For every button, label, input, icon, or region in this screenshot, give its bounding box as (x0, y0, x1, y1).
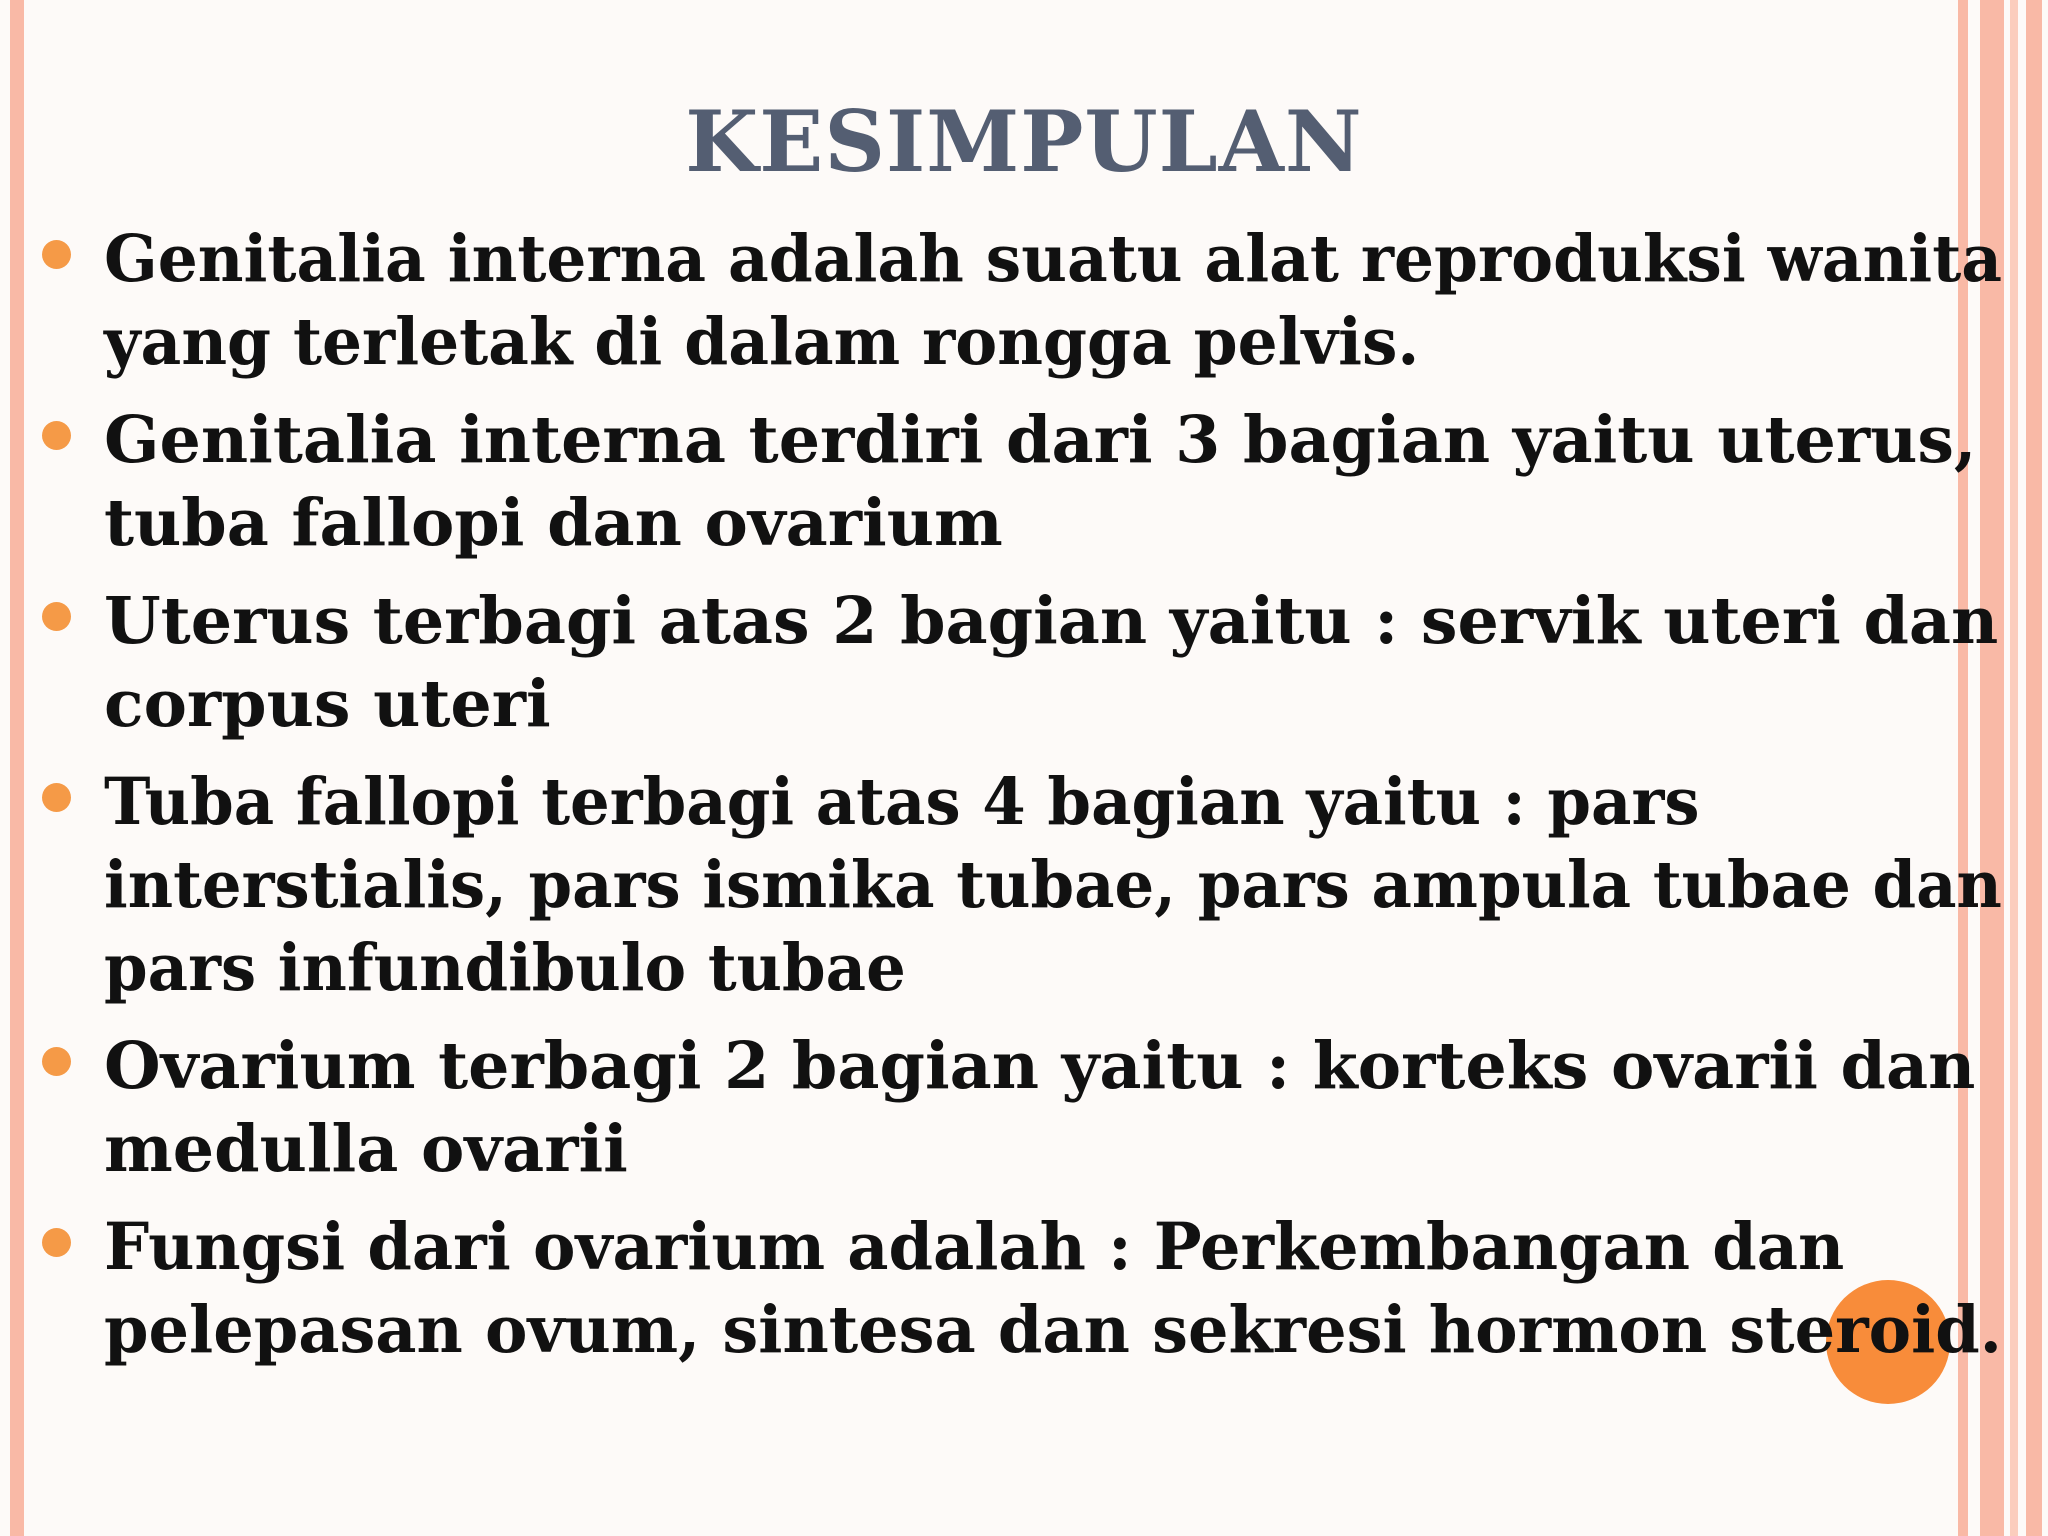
bullet-text (104, 399, 1977, 565)
bullet-dot-icon (42, 1228, 71, 1257)
bullet-dot-icon (42, 240, 71, 269)
bullet-line: corpus uteri (104, 666, 551, 742)
bullet-dot-icon (42, 783, 71, 812)
bullet-list (42, 218, 2002, 1387)
bullet-line: yang terletak di dalam rongga pelvis. (104, 304, 1420, 380)
bullet-line: pelepasan ovum, sintesa dan sekresi hormon steroid. (104, 1292, 2002, 1368)
bullet-item (42, 1206, 2002, 1372)
bullet-item (42, 761, 2002, 1010)
bullet-dot-icon (42, 1047, 71, 1076)
bullet-dot-icon (42, 602, 71, 631)
bullet-text (104, 580, 1998, 746)
bullet-text (104, 1025, 1975, 1191)
bullet-text (104, 218, 2002, 384)
bullet-item (42, 1025, 2002, 1191)
bullet-line: Ovarium terbagi 2 bagian yaitu : korteks ovarii dan (104, 1028, 1976, 1104)
bullet-line: Fungsi dari ovarium adalah : Perkembangan dan (104, 1209, 1845, 1285)
slide-title: KESIMPULAN (685, 92, 1363, 191)
bullet-line: Genitalia interna terdiri dari 3 bagian yaitu uterus, (104, 402, 1977, 478)
bullet-line: interstialis, pars ismika tubae, pars ampula tubae dan (104, 847, 2002, 923)
bullet-item (42, 399, 2002, 565)
bullet-line: Genitalia interna adalah suatu alat reproduksi wanita (104, 221, 2003, 297)
bullet-line: pars infundibulo tubae (104, 930, 906, 1006)
bullet-item (42, 218, 2002, 384)
bullet-line: medulla ovarii (104, 1111, 628, 1187)
bullet-text (104, 761, 2002, 1010)
bullet-line: tuba fallopi dan ovarium (104, 485, 1003, 561)
bullet-line: Tuba fallopi terbagi atas 4 bagian yaitu : pars (104, 764, 1700, 840)
bullet-line: Uterus terbagi atas 2 bagian yaitu : servik uteri dan (104, 583, 1999, 659)
left-border-stripe (10, 0, 24, 1536)
bullet-dot-icon (42, 421, 71, 450)
bullet-text (104, 1206, 2002, 1372)
bullet-item (42, 580, 2002, 746)
